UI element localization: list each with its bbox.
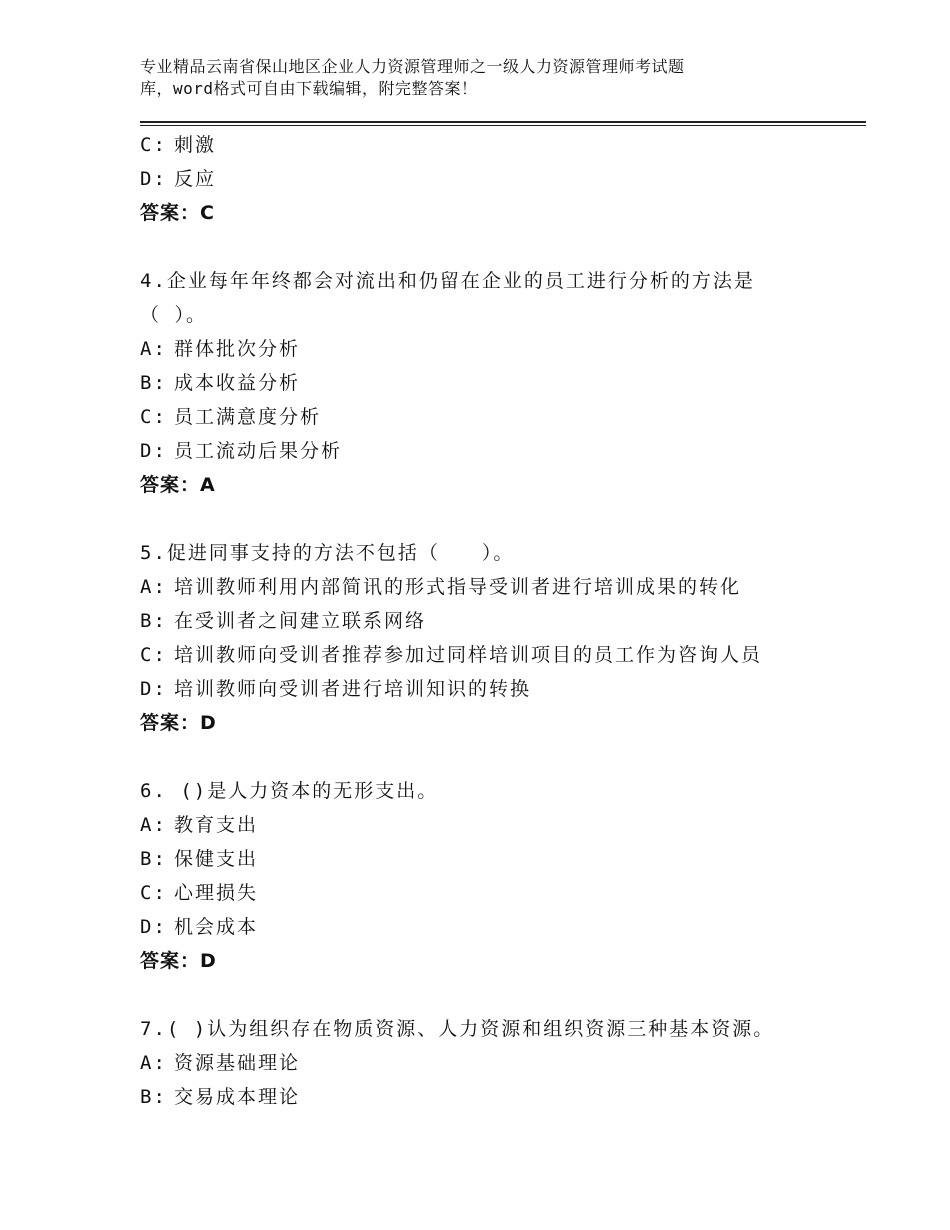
answer-line: 答案：C (140, 202, 215, 224)
option-text: 员工满意度分析 (174, 406, 322, 428)
option-label: A: (140, 576, 167, 598)
option-a (140, 1046, 840, 1080)
option-text: 刺激 (174, 134, 217, 156)
header-title-line-2: 库，word格式可自由下载编辑，附完整答案！ (140, 79, 478, 98)
option-b (140, 1080, 840, 1114)
header-divider (140, 121, 866, 126)
option-label: C: (140, 406, 167, 428)
option-text: 成本收益分析 (174, 372, 301, 394)
option-label: B: (140, 848, 167, 870)
option-d (140, 162, 840, 196)
option-label: D: (140, 168, 167, 190)
option-label: D: (140, 440, 167, 462)
answer-line: 答案：D (140, 712, 217, 734)
option-label: D: (140, 916, 167, 938)
option-label: A: (140, 338, 167, 360)
option-text: 心理损失 (174, 882, 259, 904)
option-label: A: (140, 1052, 167, 1074)
option-a (140, 570, 840, 604)
question-7-stem: 7.( )认为组织存在物质资源、人力资源和组织资源三种基本资源。 (140, 1018, 775, 1040)
option-label: B: (140, 1086, 167, 1108)
spacer (140, 740, 840, 774)
option-text: 培训教师向受训者进行培训知识的转换 (174, 678, 532, 700)
option-d (140, 434, 840, 468)
question-5-stem: 5.促进同事支持的方法不包括（ ）。 (140, 542, 515, 564)
option-text: 教育支出 (174, 814, 259, 836)
option-d (140, 910, 840, 944)
page-header (140, 56, 840, 100)
spacer (140, 502, 840, 536)
option-label: C: (140, 882, 167, 904)
question-4-stem: 4.企业每年年终都会对流出和仍留在企业的员工进行分析的方法是 (140, 270, 755, 292)
option-label: B: (140, 372, 167, 394)
option-a (140, 808, 840, 842)
option-text: 交易成本理论 (174, 1086, 301, 1108)
option-b (140, 366, 840, 400)
option-b (140, 604, 840, 638)
option-b (140, 842, 840, 876)
option-text: 培训教师向受训者推荐参加过同样培训项目的员工作为咨询人员 (174, 644, 763, 666)
option-a (140, 332, 840, 366)
option-text: 群体批次分析 (174, 338, 301, 360)
question-4-stem-continued: （ ）。 (140, 304, 207, 326)
question-6-stem: 6. ()是人力资本的无形支出。 (140, 780, 439, 802)
option-label: B: (140, 610, 167, 632)
option-d (140, 672, 840, 706)
option-label: D: (140, 678, 167, 700)
option-label: A: (140, 814, 167, 836)
header-title-line-1: 专业精品云南省保山地区企业人力资源管理师之一级人力资源管理师考试题 (140, 57, 685, 76)
spacer (140, 230, 840, 264)
option-text: 培训教师利用内部简讯的形式指导受训者进行培训成果的转化 (174, 576, 742, 598)
answer-line: 答案：D (140, 950, 217, 972)
option-label: C: (140, 644, 167, 666)
option-label: C: (140, 134, 167, 156)
option-c (140, 128, 840, 162)
question-content (140, 128, 840, 1114)
spacer (140, 978, 840, 1012)
option-text: 资源基础理论 (174, 1052, 301, 1074)
option-text: 在受训者之间建立联系网络 (174, 610, 427, 632)
answer-line: 答案：A (140, 474, 216, 496)
option-text: 员工流动后果分析 (174, 440, 343, 462)
option-text: 保健支出 (174, 848, 259, 870)
option-c (140, 400, 840, 434)
option-text: 机会成本 (174, 916, 259, 938)
option-c (140, 638, 840, 672)
option-c (140, 876, 840, 910)
option-text: 反应 (174, 168, 217, 190)
